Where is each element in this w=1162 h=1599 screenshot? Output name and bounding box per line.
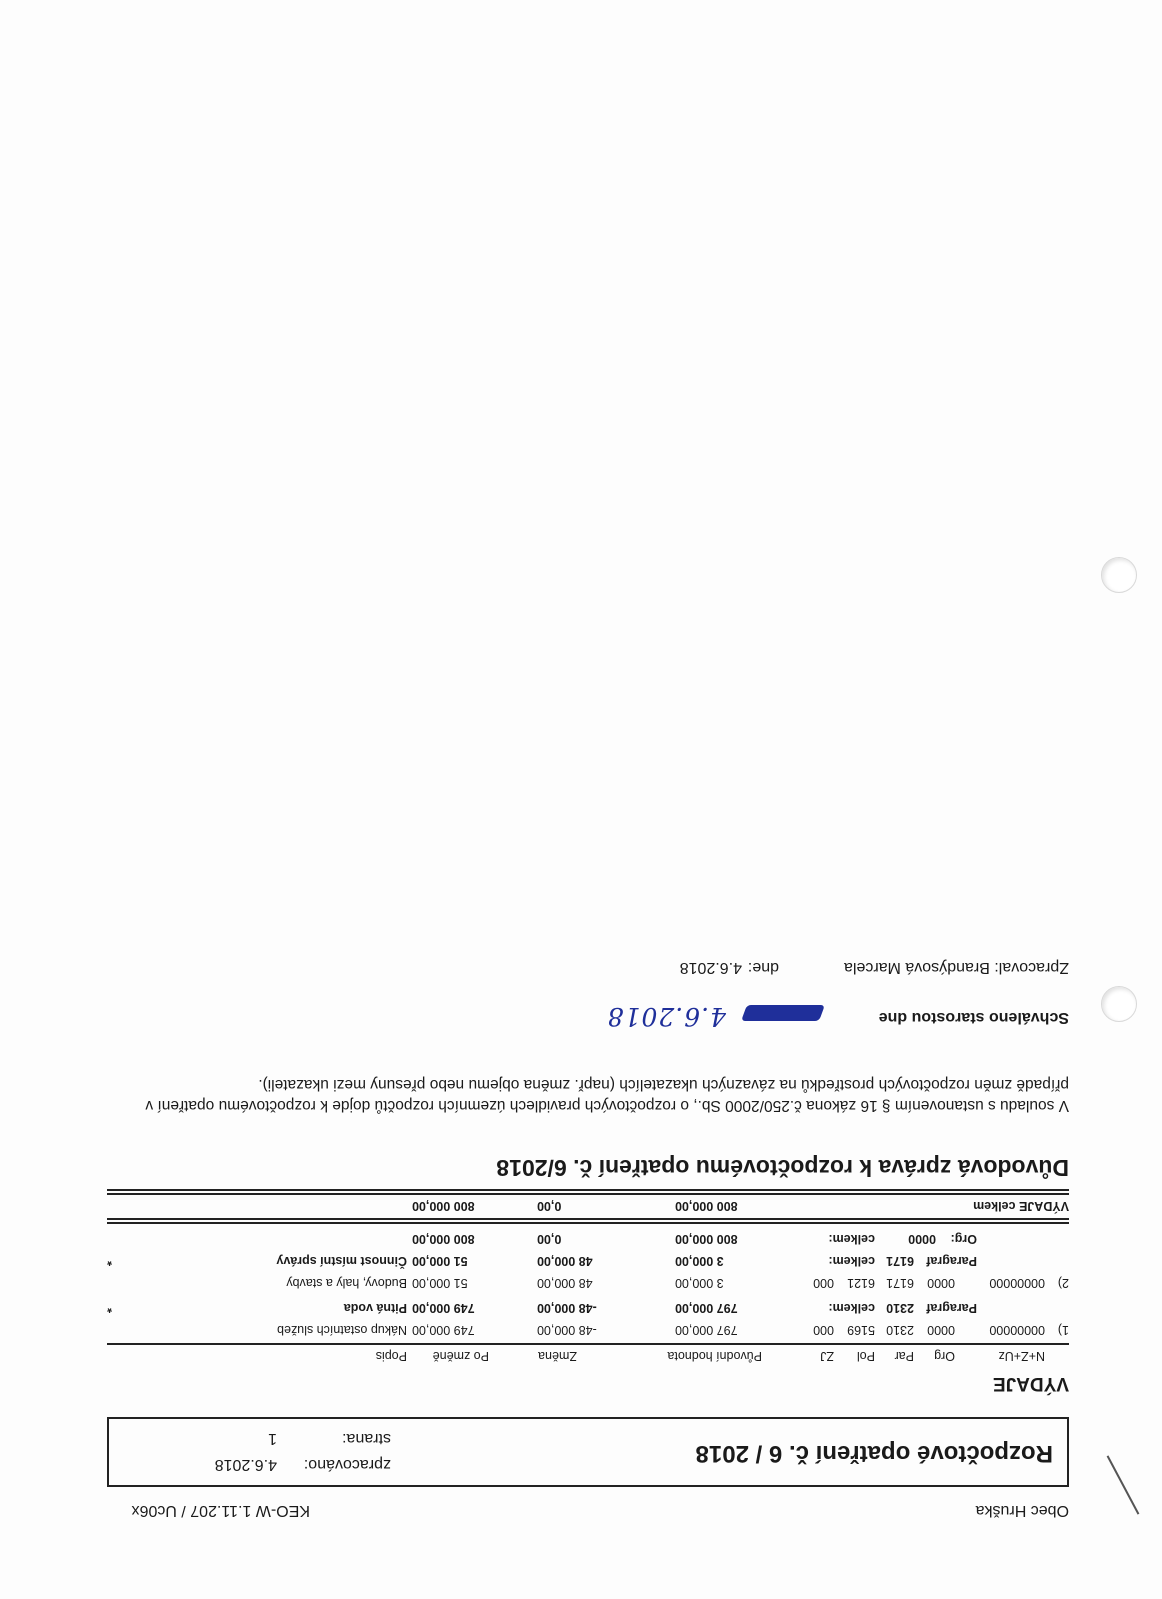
cell-change: 48 000,00 <box>537 1276 593 1290</box>
handwritten-date: 4.6.2018 <box>606 1002 726 1031</box>
page-title: Rozpočtové opatření č. 6 / 2018 <box>695 1440 1053 1467</box>
cell-after: 51 000,00 <box>412 1276 468 1290</box>
subtotal-celkem: celkem: <box>828 1254 875 1268</box>
punch-hole <box>1101 986 1137 1022</box>
col-header-zj: ZJ <box>820 1349 834 1363</box>
grand-total-original: 800 000,00 <box>675 1199 738 1213</box>
col-header-par: Par <box>894 1349 914 1363</box>
total-rule-bottom <box>107 1194 1069 1196</box>
col-header-nzu: N+Z+Uz <box>998 1349 1045 1363</box>
municipality-name: Obec Hruška <box>975 1502 1069 1519</box>
total-rule-top <box>107 1223 1069 1225</box>
subtotal-mark: * <box>107 1254 112 1268</box>
cell-nzu: 00000000 <box>989 1323 1045 1337</box>
subtotal-change: 48 000,00 <box>537 1254 593 1268</box>
cell-desc: Budovy, haly a stavby <box>286 1276 407 1290</box>
row-number: 2) <box>1057 1276 1069 1290</box>
report-title: Důvodová zpráva k rozpočtovému opatření č. 6/2018 <box>496 1155 1069 1181</box>
subtotal-change: -48 000,00 <box>537 1301 597 1315</box>
cell-original: 797 000,00 <box>675 1323 738 1337</box>
prepared-date: 4.6.2018 <box>679 959 742 976</box>
header-rule <box>107 1344 1069 1346</box>
page-number: 1 <box>268 1430 277 1447</box>
page-label: strana: <box>342 1430 391 1447</box>
approved-label: Schváleno starostou dne <box>878 1009 1069 1026</box>
cell-org: 0000 <box>927 1323 955 1337</box>
processed-label: zpracováno: <box>303 1456 391 1473</box>
punch-hole <box>1101 557 1137 593</box>
section-title-expenses: VÝDAJE <box>992 1373 1069 1394</box>
cell-nzu: 00000000 <box>989 1276 1045 1290</box>
cell-desc: Nákup ostatních služeb <box>277 1323 407 1337</box>
cell-after: 749 000,00 <box>412 1323 475 1337</box>
subtotal-after: 749 000,00 <box>412 1301 475 1315</box>
cell-zj: 000 <box>813 1276 834 1290</box>
prepared-date-label: dne: <box>747 959 779 976</box>
title-box <box>107 1417 1069 1487</box>
signature-scribble <box>741 1005 825 1021</box>
cell-org: 0000 <box>927 1276 955 1290</box>
cell-par: 6171 <box>886 1276 914 1290</box>
prepared-by: Zpracoval: Brandýsová Marcela <box>844 959 1069 976</box>
grand-total-change: 0,00 <box>537 1199 562 1213</box>
subtotal-mark: * <box>107 1301 112 1315</box>
subtotal-after: 51 000,00 <box>412 1254 468 1268</box>
cell-par: 2310 <box>886 1323 914 1337</box>
org-total-code: 0000 <box>908 1232 936 1246</box>
subtotal-label: Paragraf <box>926 1301 977 1315</box>
col-header-after: Po změně <box>432 1349 489 1363</box>
org-total-original: 800 000,00 <box>675 1232 738 1246</box>
row-number: 1) <box>1057 1323 1069 1337</box>
subtotal-celkem: celkem: <box>828 1301 875 1315</box>
org-total-label: Org: <box>950 1232 977 1246</box>
org-total-change: 0,00 <box>537 1232 562 1246</box>
cell-zj: 000 <box>813 1323 834 1337</box>
cell-original: 3 000,00 <box>675 1276 724 1290</box>
grand-total-label: VÝDAJE celkem <box>973 1199 1069 1213</box>
col-header-change: Změna <box>538 1349 577 1363</box>
subtotal-desc: Pitná voda <box>343 1301 407 1315</box>
subtotal-par: 6171 <box>886 1254 914 1268</box>
col-header-pol: Pol <box>856 1349 875 1363</box>
total-rule-top-2 <box>107 1219 1069 1221</box>
org-total-celkem: celkem: <box>828 1232 875 1246</box>
cell-pol: 5169 <box>847 1323 875 1337</box>
system-version: KEO-W 1.11.207 / Uc06x <box>131 1502 310 1519</box>
cell-change: -48 000,00 <box>537 1323 597 1337</box>
grand-total-after: 800 000,00 <box>412 1199 475 1213</box>
col-header-desc: Popis <box>375 1349 407 1363</box>
processed-date: 4.6.2018 <box>214 1456 277 1473</box>
col-header-org: Org <box>934 1349 955 1363</box>
subtotal-desc: Činnost místní správy <box>276 1254 407 1268</box>
report-text: V souladu s ustanovením § 16 zákona č.250/2000 Sb., o rozpočtových pravidlech územních rozpočtů dojde k rozpočtovému opatření v případě změn rozpočtových prostředků na závazných ukazatelích (např. změna objemu nebo přesuny mezi ukazateli). <box>145 1076 1069 1114</box>
subtotal-original: 3 000,00 <box>675 1254 724 1268</box>
col-header-original: Původní hodnota <box>667 1349 762 1363</box>
subtotal-par: 2310 <box>886 1301 914 1315</box>
org-total-after: 800 000,00 <box>412 1232 475 1246</box>
cell-pol: 6121 <box>847 1276 875 1290</box>
subtotal-original: 797 000,00 <box>675 1301 738 1315</box>
total-rule-bottom-2 <box>107 1190 1069 1192</box>
subtotal-label: Paragraf <box>926 1254 977 1268</box>
